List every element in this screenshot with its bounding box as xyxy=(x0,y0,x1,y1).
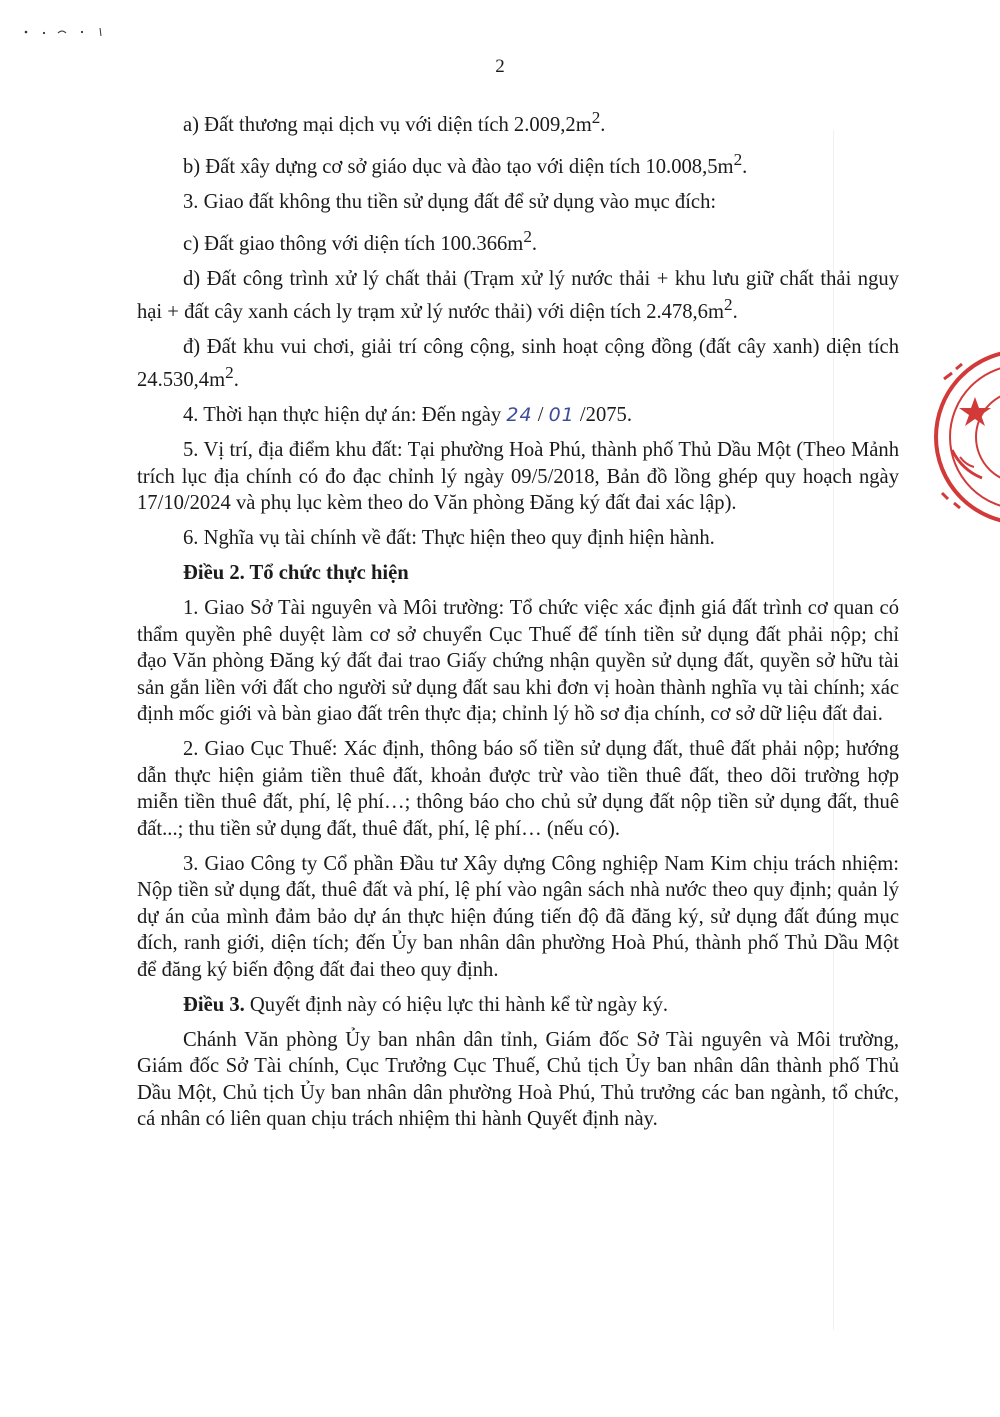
clause-project-deadline: 4. Thời hạn thực hiện dự án: Đến ngày 24 / 01 /2075. xyxy=(183,404,632,427)
red-seal-stamp-partial xyxy=(930,345,1000,530)
document-body xyxy=(137,105,899,1141)
clause-commercial-land: a) Đất thương mại dịch vụ với diện tích $2.009,2m^2$. xyxy=(183,108,606,136)
article-2-item-3: 3. Giao Công ty Cổ phần Đầu tư Xây dựng Công nghiệp Nam Kim chịu trách nhiệm: Nộp tiền sử dụng đất, thuê đất và phí, lệ phí vào ngân sách nhà nước theo quy định; quản lý dự án của mình đảm bảo dự án thực hiện đúng tiến độ đã đăng ký, sử dụng đất đúng mục đích, ranh giới, diện tích; đến Ủy ban nhân dân phường Hoà Phú, thành phố Thủ Dầu Một để đăng ký biến động đất đai theo quy định. xyxy=(137,852,899,981)
article-3-text: Quyết định này có hiệu lực thi hành kể từ ngày ký. xyxy=(244,993,669,1016)
handwritten-day: 24 xyxy=(506,404,533,427)
clause-financial-obligation: 6. Nghĩa vụ tài chính về đất: Thực hiện theo quy định hiện hành. xyxy=(183,527,715,550)
handwritten-month: 01 xyxy=(548,404,575,427)
clause-recreation-land: đ) Đất khu vui chơi, giải trí công cộng, sinh hoạt cộng đồng (đất cây xanh) diện tích $24.530,4m^2$. xyxy=(137,335,899,392)
page-number: 2 xyxy=(495,56,505,77)
article-2-item-2: 2. Giao Cục Thuế: Xác định, thông báo số tiền sử dụng đất, thuê đất phải nộp; hướng dẫn thực hiện giảm tiền thuê đất, khoản được trừ vào tiền thuê đất, theo dõi trường hợp miễn tiền thuê đất, phí, lệ phí…; thông báo cho chủ sử dụng đất nộp tiền sử dụng đất, thuê đất...; thu tiền sử dụng đất, thuê đất, phí, lệ phí… (nếu có). xyxy=(137,738,899,840)
article-3-label: Điều 3. xyxy=(183,993,245,1016)
clause-waste-treatment-land: d) Đất công trình xử lý chất thải (Trạm xử lý nước thải + khu lưu giữ chất thải nguy hại + đất cây xanh cách ly trạm xử lý nước thải) với diện tích $2.478,6m^2$. xyxy=(137,267,899,323)
scan-artifact-marks xyxy=(22,24,112,40)
clause-land-location: 5. Vị trí, địa điểm khu đất: Tại phường Hoà Phú, thành phố Thủ Dầu Một (Theo Mảnh trích lục địa chính có đo đạc chỉnh lý ngày 09/5/2018, Bản đồ lồng ghép quy hoạch ngày 17/10/2024 và phụ lục kèm theo do Văn phòng Đăng ký đất đai xác lập). xyxy=(137,439,899,515)
clause-education-land: b) Đất xây dựng cơ sở giáo dục và đào tạo với diện tích $10.008,5m^2$. xyxy=(183,149,748,178)
implementation-responsibility: Chánh Văn phòng Ủy ban nhân dân tỉnh, Giám đốc Sở Tài nguyên và Môi trường, Giám đốc Sở Tài chính, Cục Trưởng Cục Thuế, Chủ tịch Ủy ban nhân dân thành phố Thủ Dầu Một, Chủ tịch Ủy ban nhân dân phường Hoà Phú, Thủ trưởng các ban ngành, tổ chức, cá nhân có liên quan chịu trách nhiệm thi hành Quyết định này. xyxy=(137,1028,899,1131)
article-2-item-1: 1. Giao Sở Tài nguyên và Môi trường: Tổ chức việc xác định giá đất trình cơ quan có thẩm quyền phê duyệt làm cơ sở chuyển Cục Thuế để tính tiền sử dụng đất phải nộp; chỉ đạo Văn phòng Đăng ký đất đai trao Giấy chứng nhận quyền sử dụng đất, quyền sở hữu tài sản gắn liền với đất cho người sử dụng đất sau khi đơn vị hoàn thành nghĩa vụ tài chính; xác định mốc giới và bàn giao đất trên thực địa; chỉnh lý hồ sơ địa chính, cơ sở dữ liệu đất đai. xyxy=(137,597,899,726)
clause-traffic-land: c) Đất giao thông với diện tích $100.366m^2$. xyxy=(183,226,538,255)
clause-allocation-no-fee: 3. Giao đất không thu tiền sử dụng đất để sử dụng vào mục đích: xyxy=(183,190,717,213)
article-3 xyxy=(137,992,899,1019)
article-2-heading: Điều 2. Tổ chức thực hiện xyxy=(183,562,409,585)
